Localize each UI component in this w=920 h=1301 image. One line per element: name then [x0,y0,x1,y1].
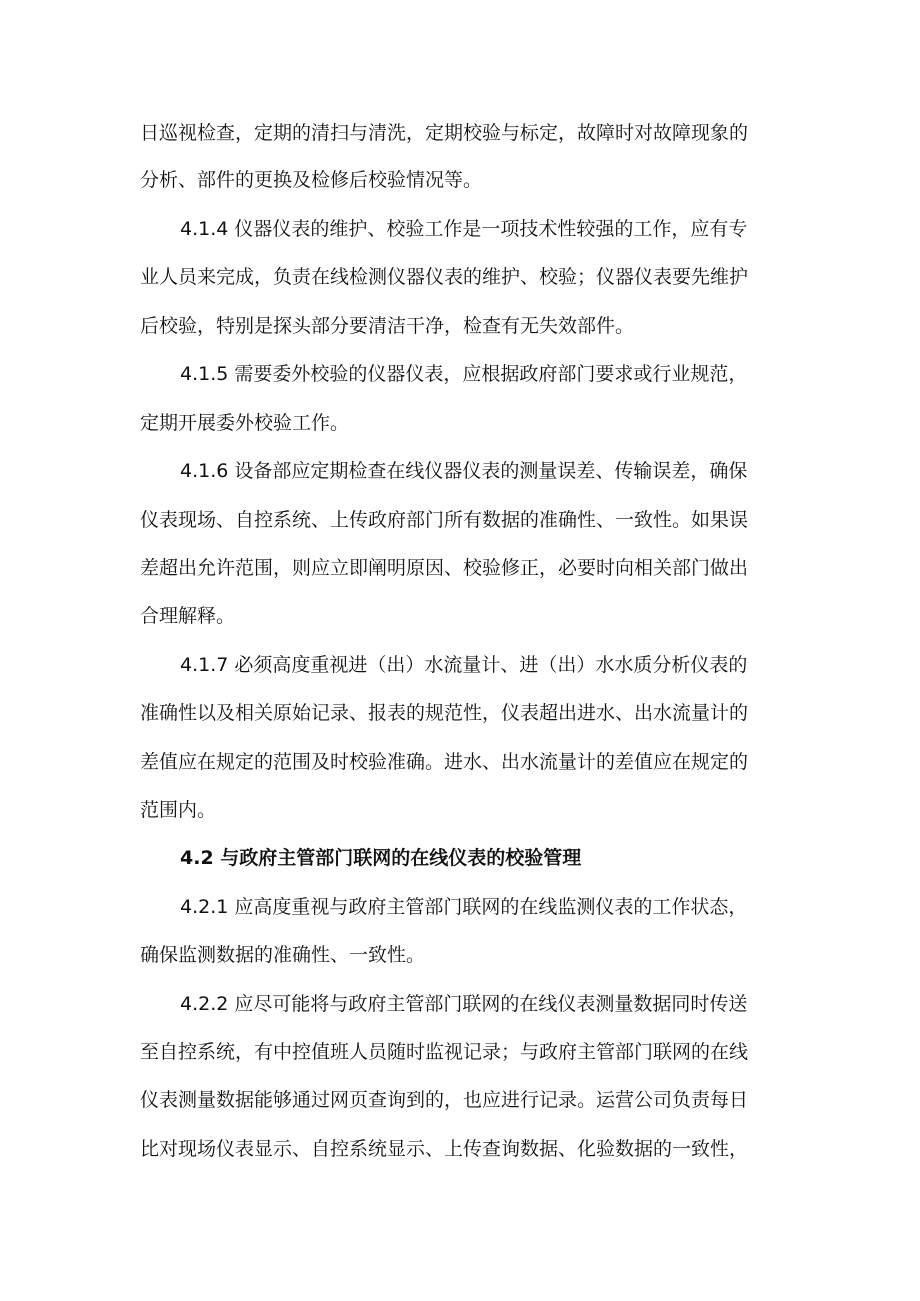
text-line: 确保监测数据的准确性、一致性。 [140,944,426,966]
text-line: 范围内。 [140,799,217,821]
text-line: 至自控系统，有中控值班人员随时监视记录；与政府主管部门联网的在线 [140,1041,749,1063]
text-line: 仪表测量数据能够通过网页查询到的，也应进行记录。运营公司负责每日 [140,1089,749,1111]
text-line: 准确性以及相关原始记录、报表的规范性，仪表超出进水、出水流量计的 [140,702,749,724]
text-line: 差超出允许范围，则应立即阐明原因、校验修正，必要时向相关部门做出 [140,557,749,579]
section-heading-4-2: 4.2 与政府主管部门联网的在线仪表的校验管理 [180,847,582,869]
clause-4-1-5: 4.1.5 需要委外校验的仪器仪表，应根据政府部门要求或行业规范， [180,363,748,385]
text-line: 业人员来完成，负责在线检测仪器仪表的维护、校验；仪器仪表要先维护 [140,266,749,288]
clause-4-1-4: 4.1.4 仪器仪表的维护、校验工作是一项技术性较强的工作，应有专 [180,218,748,240]
clause-4-1-6: 4.1.6 设备部应定期检查在线仪器仪表的测量误差、传输误差，确保 [180,460,748,482]
text-line: 日巡视检查，定期的清扫与清洗，定期校验与标定，故障时对故障现象的 [140,122,749,144]
clause-4-2-2: 4.2.2 应尽可能将与政府主管部门联网的在线仪表测量数据同时传送 [180,993,748,1015]
text-line: 定期开展委外校验工作。 [140,412,350,434]
clause-4-2-1: 4.2.1 应高度重视与政府主管部门联网的在线监测仪表的工作状态， [180,896,748,918]
text-line: 差值应在规定的范围及时校验准确。进水、出水流量计的差值应在规定的 [140,751,749,773]
text-line: 分析、部件的更换及检修后校验情况等。 [140,169,483,191]
text-line: 仪表现场、自控系统、上传政府部门所有数据的准确性、一致性。如果误 [140,509,749,531]
text-line: 后校验，特别是探头部分要清洁干净，检查有无失效部件。 [140,315,635,337]
text-line: 比对现场仪表显示、自控系统显示、上传查询数据、化验数据的一致性， [140,1138,749,1160]
text-line: 合理解释。 [140,605,236,627]
clause-4-1-7: 4.1.7 必须高度重视进（出）水流量计、进（出）水水质分析仪表的 [180,654,748,676]
